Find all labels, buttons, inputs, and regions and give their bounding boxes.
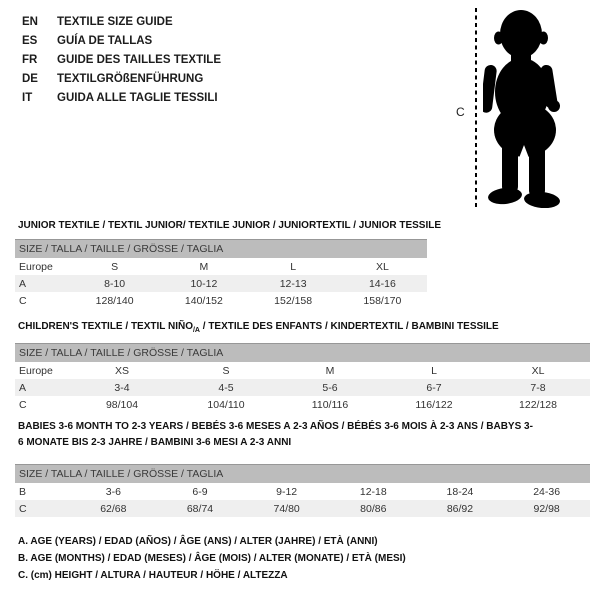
size-value-cell: 8-10 bbox=[70, 275, 159, 292]
row-label-cell: C bbox=[15, 500, 70, 517]
size-value-cell: 74/80 bbox=[243, 500, 330, 517]
size-value-cell: XL bbox=[531, 364, 545, 377]
row-label-cell: B bbox=[19, 485, 27, 498]
table-title-babies bbox=[18, 419, 538, 455]
size-header-band: SIZE / TALLA / TAILLE / GRÖSSE / TAGLIA bbox=[15, 465, 590, 484]
language-code: IT bbox=[22, 92, 33, 104]
table-row-europe bbox=[15, 258, 427, 275]
size-value-cell: 3-4 bbox=[70, 379, 174, 396]
row-label-cell: A bbox=[15, 379, 70, 396]
title-text: BABIES 3-6 MONTH TO 2-3 YEARS / BEBÉS 3-6 MESES A 2-3 AÑOS / BÉBÉS 3-6 MOIS À 2-3 ANS / BABYS 3-6 MONATE BIS 2-3 JAHRE / BAMBINI 3-6 MESI A 2-3 ANNI bbox=[18, 421, 533, 448]
title-subscript: /A bbox=[192, 327, 200, 334]
language-row bbox=[22, 51, 221, 70]
size-value-cell: 12-18 bbox=[359, 485, 387, 498]
size-value-cell: 152/158 bbox=[274, 294, 313, 307]
size-value-cell: 7-8 bbox=[486, 379, 590, 396]
size-value-cell: S bbox=[111, 260, 119, 273]
row-label-cell: A bbox=[15, 275, 70, 292]
table-row-height bbox=[15, 292, 427, 309]
size-value-cell: 18-24 bbox=[446, 485, 474, 498]
size-table-children bbox=[15, 343, 590, 413]
row-label-cell: C bbox=[19, 398, 27, 411]
title-text: / TEXTILE DES ENFANTS / KINDERTEXTIL / BAMBINI TESSILE bbox=[199, 321, 499, 332]
size-value-cell: XS bbox=[114, 364, 129, 377]
language-code: FR bbox=[22, 54, 38, 66]
footnote-b: B. AGE (MONTHS) / EDAD (MESES) / ÂGE (MOIS) / ALTER (MONATE) / ETÀ (MESI) bbox=[18, 553, 406, 564]
row-label-cell: Europe bbox=[19, 260, 53, 273]
title-text: JUNIOR TEXTILE / TEXTIL JUNIOR/ TEXTILE JUNIOR / JUNIORTEXTIL / JUNIOR TESSILE bbox=[18, 220, 442, 231]
size-value-cell: 68/74 bbox=[157, 500, 244, 517]
size-value-cell: 122/128 bbox=[519, 398, 557, 411]
size-value-cell: M bbox=[199, 260, 209, 273]
language-code: EN bbox=[22, 16, 38, 28]
title-text: CHILDREN'S TEXTILE / TEXTIL NIÑO bbox=[18, 321, 193, 332]
guide-title: GUIDE DES TAILLES TEXTILE bbox=[57, 54, 221, 66]
table-row-height bbox=[15, 500, 590, 517]
size-value-cell: L bbox=[290, 260, 297, 273]
size-value-cell: M bbox=[325, 364, 335, 377]
size-value-cell: S bbox=[222, 364, 230, 377]
size-value-cell: 10-12 bbox=[159, 275, 248, 292]
size-value-cell: 62/68 bbox=[70, 500, 157, 517]
footnote-list bbox=[18, 533, 406, 584]
height-measure-label: C bbox=[456, 105, 465, 119]
size-value-cell: 128/140 bbox=[95, 294, 134, 307]
size-value-cell: 158/170 bbox=[363, 294, 402, 307]
language-row bbox=[22, 89, 221, 108]
size-table-junior bbox=[15, 239, 427, 309]
size-value-cell: 104/110 bbox=[207, 398, 245, 411]
language-code: DE bbox=[22, 73, 38, 85]
row-label-cell: Europe bbox=[19, 364, 53, 377]
table-row-europe bbox=[15, 362, 590, 379]
footnote-a: A. AGE (YEARS) / EDAD (AÑOS) / ÂGE (ANS) / ALTER (JAHRE) / ETÀ (ANNI) bbox=[18, 536, 378, 547]
size-table-babies bbox=[15, 464, 590, 517]
size-value-cell: 3-6 bbox=[105, 485, 121, 498]
size-value-cell: 80/86 bbox=[330, 500, 417, 517]
table-row-height bbox=[15, 396, 590, 413]
size-value-cell: XL bbox=[375, 260, 389, 273]
table-row-age bbox=[15, 275, 427, 292]
size-value-cell: 86/92 bbox=[417, 500, 504, 517]
size-header-band: SIZE / TALLA / TAILLE / GRÖSSE / TAGLIA bbox=[15, 240, 427, 259]
table-title-children bbox=[18, 320, 593, 338]
footnote-c: C. (cm) HEIGHT / ALTURA / HAUTEUR / HÖHE / ALTEZZA bbox=[18, 570, 288, 581]
language-row bbox=[22, 13, 221, 32]
size-value-cell: 98/104 bbox=[105, 398, 139, 411]
toddler-silhouette-icon bbox=[483, 8, 567, 208]
language-code: ES bbox=[22, 35, 38, 47]
size-value-cell: 24-36 bbox=[533, 485, 561, 498]
guide-title: GUÍA DE TALLAS bbox=[57, 35, 153, 47]
size-value-cell: 9-12 bbox=[276, 485, 298, 498]
size-value-cell: 140/152 bbox=[184, 294, 223, 307]
language-row bbox=[22, 32, 221, 51]
size-value-cell: 5-6 bbox=[278, 379, 382, 396]
size-value-cell: L bbox=[431, 364, 437, 377]
table-title-junior bbox=[18, 219, 578, 237]
size-header-band: SIZE / TALLA / TAILLE / GRÖSSE / TAGLIA bbox=[15, 344, 590, 363]
size-value-cell: 12-13 bbox=[249, 275, 338, 292]
size-value-cell: 6-9 bbox=[192, 485, 208, 498]
size-value-cell: 110/116 bbox=[311, 398, 349, 411]
size-value-cell: 92/98 bbox=[503, 500, 590, 517]
size-value-cell: 116/122 bbox=[415, 398, 453, 411]
height-measure-line bbox=[475, 8, 477, 208]
table-row-age bbox=[15, 379, 590, 396]
language-row bbox=[22, 70, 221, 89]
size-value-cell: 14-16 bbox=[338, 275, 427, 292]
row-label-cell: C bbox=[19, 294, 27, 307]
guide-title: TEXTILGRÖßENFÜHRUNG bbox=[57, 73, 204, 85]
guide-title: TEXTILE SIZE GUIDE bbox=[57, 16, 173, 28]
language-title-list bbox=[22, 13, 221, 108]
size-value-cell: 6-7 bbox=[382, 379, 486, 396]
guide-title: GUIDA ALLE TAGLIE TESSILI bbox=[57, 92, 218, 104]
table-row-age-months bbox=[15, 483, 590, 500]
size-value-cell: 4-5 bbox=[174, 379, 278, 396]
